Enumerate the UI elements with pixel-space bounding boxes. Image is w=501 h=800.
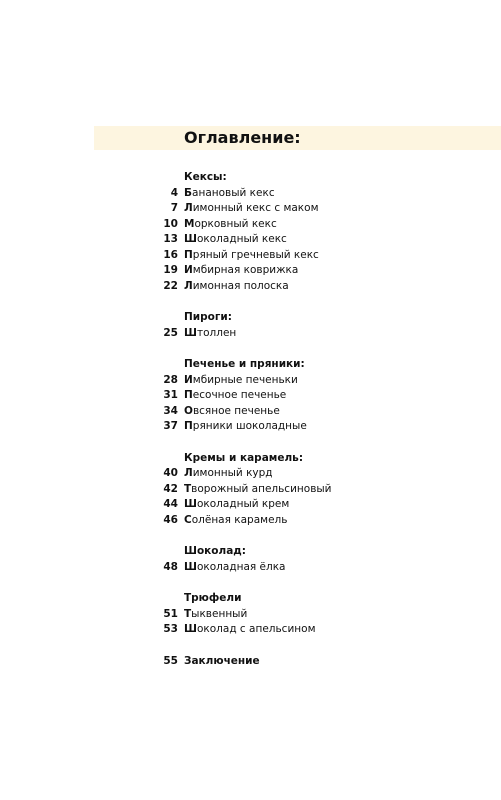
toc-entry[interactable] [0,263,501,279]
page-number: 16 [163,248,178,261]
entry-label: Штоллен [184,326,237,339]
toc-entry[interactable] [0,560,501,576]
section-heading: Трюфели [184,592,242,604]
toc-section-conclusion [0,654,501,670]
toc-entry[interactable] [0,232,501,248]
page-number: 31 [163,389,178,401]
page-number: 48 [163,560,178,573]
entry-label: Имбирные печеньки [184,373,298,386]
page-number: 19 [163,264,178,276]
page-number: 46 [163,513,178,526]
page-number: 53 [163,623,178,635]
page-number: 4 [170,186,178,199]
toc-entry[interactable] [0,186,501,202]
section-heading: Кремы и карамель: [184,451,304,464]
toc-section-pies [0,310,501,341]
page-number: 25 [163,326,178,339]
page-number: 7 [170,202,178,214]
section-heading: Пироги: [184,311,232,323]
entry-label: Морковный кекс [184,217,277,230]
entry-label: Лимонная полоска [184,279,289,292]
toc-entry[interactable] [0,404,501,420]
entry-label: Имбирная коврижка [184,264,299,276]
page-number: 28 [163,373,178,386]
toc-entry[interactable] [0,513,501,529]
toc-entry-conclusion[interactable] [0,654,501,670]
toc-section-cupcakes [0,170,501,294]
page-number: 22 [163,279,178,292]
entry-label: Шоколад с апельсином [184,623,316,635]
entry-label: Лимонный кекс с маком [184,202,319,214]
page-number: 51 [163,607,178,620]
entry-label: Творожный апельсиновый [184,482,332,495]
entry-label: Овсяное печенье [184,404,280,417]
entry-label: Шоколадный кекс [184,233,287,245]
table-of-contents [0,170,501,685]
entry-label: Шоколадная ёлка [184,560,286,573]
toc-entry[interactable] [0,326,501,342]
entry-label: Банановый кекс [184,186,275,199]
toc-entry[interactable] [0,201,501,217]
entry-label: Заключение [184,654,260,667]
page-number: 13 [163,233,178,245]
page-number: 37 [163,420,178,432]
toc-entry[interactable] [0,466,501,482]
page-number: 10 [163,217,178,230]
toc-entry[interactable] [0,622,501,638]
entry-label: Пряники шоколадные [184,420,307,432]
entry-label: Пряный гречневый кекс [184,248,319,261]
entry-label: Шоколадный крем [184,498,290,510]
toc-entry[interactable] [0,373,501,389]
toc-entry[interactable] [0,482,501,498]
entry-label: Песочное печенье [184,389,287,401]
entry-label: Лимонный курд [184,467,273,479]
section-heading: Кексы: [184,171,227,183]
section-heading: Печенье и пряники: [184,358,305,370]
page-number: 55 [163,654,178,667]
toc-section-cookies [0,357,501,435]
toc-section-creams [0,451,501,529]
toc-entry[interactable] [0,217,501,233]
toc-entry[interactable] [0,419,501,435]
toc-entry[interactable] [0,388,501,404]
section-heading: Шоколад: [184,545,246,557]
toc-entry[interactable] [0,248,501,264]
page-title: Оглавление: [184,128,301,147]
toc-entry[interactable] [0,497,501,513]
page-number: 42 [163,482,178,495]
toc-entry[interactable] [0,279,501,295]
entry-label: Тыквенный [184,607,248,620]
toc-section-chocolate [0,544,501,575]
page-number: 40 [163,467,178,479]
page-number: 44 [163,498,178,510]
toc-entry[interactable] [0,607,501,623]
entry-label: Солёная карамель [184,513,288,526]
page-number: 34 [163,404,178,417]
toc-section-truffles [0,591,501,638]
